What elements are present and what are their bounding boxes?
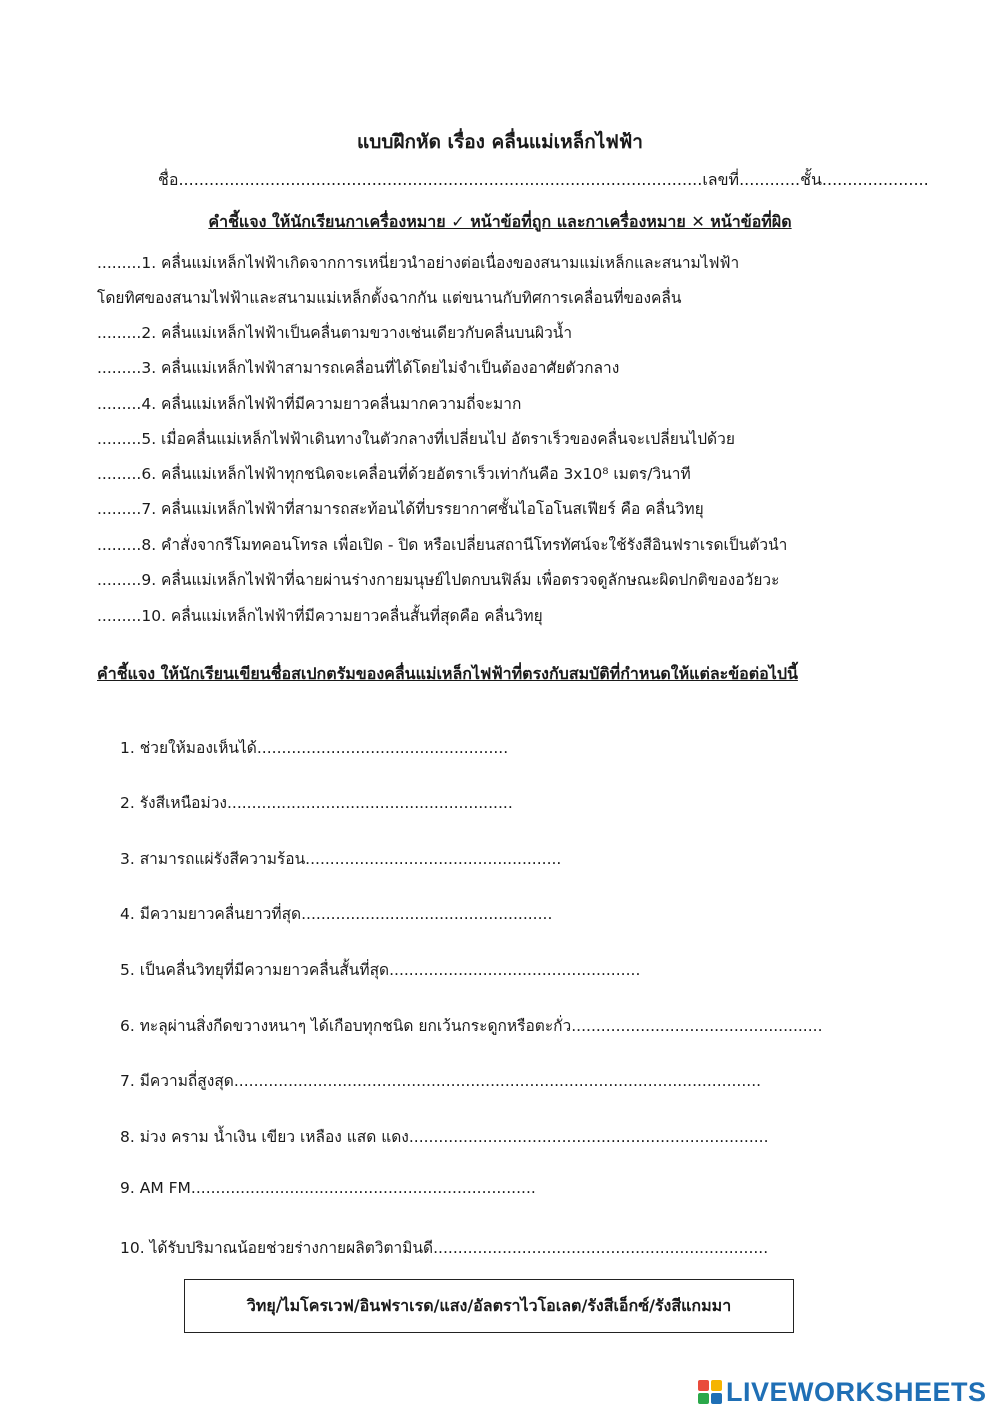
- fill-in-item-7: 7. มีความถี่สูงสุด...........................................................................................................: [120, 1072, 762, 1090]
- logo-mark-icon: [698, 1380, 722, 1404]
- word-bank-box: [184, 1279, 794, 1333]
- logo-text: LIVEWORKSHEETS: [726, 1376, 987, 1407]
- tf-line-1: .........1. คลื่นแม่เหล็กไฟฟ้าเกิดจากการเหนี่ยวนำอย่างต่อเนื่องของสนามแม่เหล็กและสนามไฟฟ้า: [97, 254, 740, 272]
- fill-in-item-6: 6. ทะลุผ่านสิ่งกีดขวางหนาๆ ได้เกือบทุกชนิด ยกเว้นกระดูกหรือตะกั่ว...................................................: [120, 1017, 823, 1035]
- fill-in-item-3: 3. สามารถแผ่รังสีความร้อน....................................................: [120, 850, 562, 868]
- student-info-line: ชื่อ.......................................................................................................เลขที่............ชั้น.....................: [158, 170, 929, 189]
- tf-line-2: .........2. คลื่นแม่เหล็กไฟฟ้าเป็นคลื่นตามขวางเช่นเดียวกับคลื่นบนผิวน้ำ: [97, 324, 573, 342]
- tf-line-5: .........5. เมื่อคลื่นแม่เหล็กไฟฟ้าเดินทางในตัวกลางที่เปลี่ยนไป อัตราเร็วของคลื่นจะเปลี่ยนไปด้วย: [97, 430, 735, 448]
- tf-line-7: .........7. คลื่นแม่เหล็กไฟฟ้าที่สามารถสะท้อนได้ที่บรรยากาศชั้นไอโอโนสเฟียร์ คือ คลื่นวิทยุ: [97, 500, 704, 518]
- liveworksheets-logo: [698, 1377, 987, 1407]
- tf-line-3: .........3. คลื่นแม่เหล็กไฟฟ้าสามารถเคลื่อนที่ได้โดยไม่จำเป็นต้องอาศัยตัวกลาง: [97, 359, 620, 377]
- tf-line-10: .........10. คลื่นแม่เหล็กไฟฟ้าที่มีความยาวคลื่นสั้นที่สุดคือ คลื่นวิทยุ: [97, 607, 543, 625]
- tf-line-8: .........8. คำสั่งจากรีโมทคอนโทรล เพื่อเปิด - ปิด หรือเปลี่ยนสถานีโทรทัศน์จะใช้รังสีอินฟราเรดเป็นตัวนำ: [97, 536, 788, 554]
- instruction-true-false: คำชี้แจง ให้นักเรียนกาเครื่องหมาย ✓ หน้าข้อที่ถูก และกาเครื่องหมาย ✕ หน้าข้อที่ผิด: [208, 212, 792, 231]
- fill-in-item-4: 4. มีความยาวคลื่นยาวที่สุด...................................................: [120, 905, 553, 923]
- fill-in-item-5: 5. เป็นคลื่นวิทยุที่มีความยาวคลื่นสั้นที่สุด...................................................: [120, 961, 641, 979]
- tf-line-6: .........6. คลื่นแม่เหล็กไฟฟ้าทุกชนิดจะเคลื่อนที่ด้วยอัตราเร็วเท่ากันคือ 3x10⁸ เมตร/วินาที: [97, 465, 691, 483]
- fill-in-item-9: 9. AM FM......................................................................: [120, 1179, 536, 1197]
- tf-line-1-cont: โดยทิศของสนามไฟฟ้าและสนามแม่เหล็กตั้งฉากกัน แต่ขนานกับทิศการเคลื่อนที่ของคลื่น: [97, 289, 682, 307]
- worksheet-title: แบบฝึกหัด เรื่อง คลื่นแม่เหล็กไฟฟ้า: [357, 131, 643, 153]
- tf-line-4: .........4. คลื่นแม่เหล็กไฟฟ้าที่มีความยาวคลื่นมากความถี่จะมาก: [97, 395, 522, 413]
- fill-in-item-8: 8. ม่วง คราม น้ำเงิน เขียว เหลือง แสด แดง.........................................................................: [120, 1128, 769, 1146]
- word-bank-text: วิทยุ/ไมโครเวฟ/อินฟราเรด/แสง/อัลตราไวโอเลต/รังสีเอ็กซ์/รังสีแกมมา: [246, 1295, 732, 1315]
- tf-line-9: .........9. คลื่นแม่เหล็กไฟฟ้าที่ฉายผ่านร่างกายมนุษย์ไปตกบนฟิล์ม เพื่อตรวจดูลักษณะผิดปกติของอวัยวะ: [97, 571, 780, 589]
- fill-in-item-10: 10. ได้รับปริมาณน้อยช่วยร่างกายผลิตวิตามินดี....................................................................: [120, 1239, 769, 1257]
- instruction-fill-in: คำชี้แจง ให้นักเรียนเขียนชื่อสเปกตรัมของคลื่นแม่เหล็กไฟฟ้าที่ตรงกับสมบัติที่กำหนดให้แต่ละข้อต่อไปนี้: [97, 664, 798, 683]
- fill-in-item-2: 2. รังสีเหนือม่วง..........................................................: [120, 794, 513, 812]
- fill-in-item-1: 1. ช่วยให้มองเห็นได้...................................................: [120, 739, 509, 757]
